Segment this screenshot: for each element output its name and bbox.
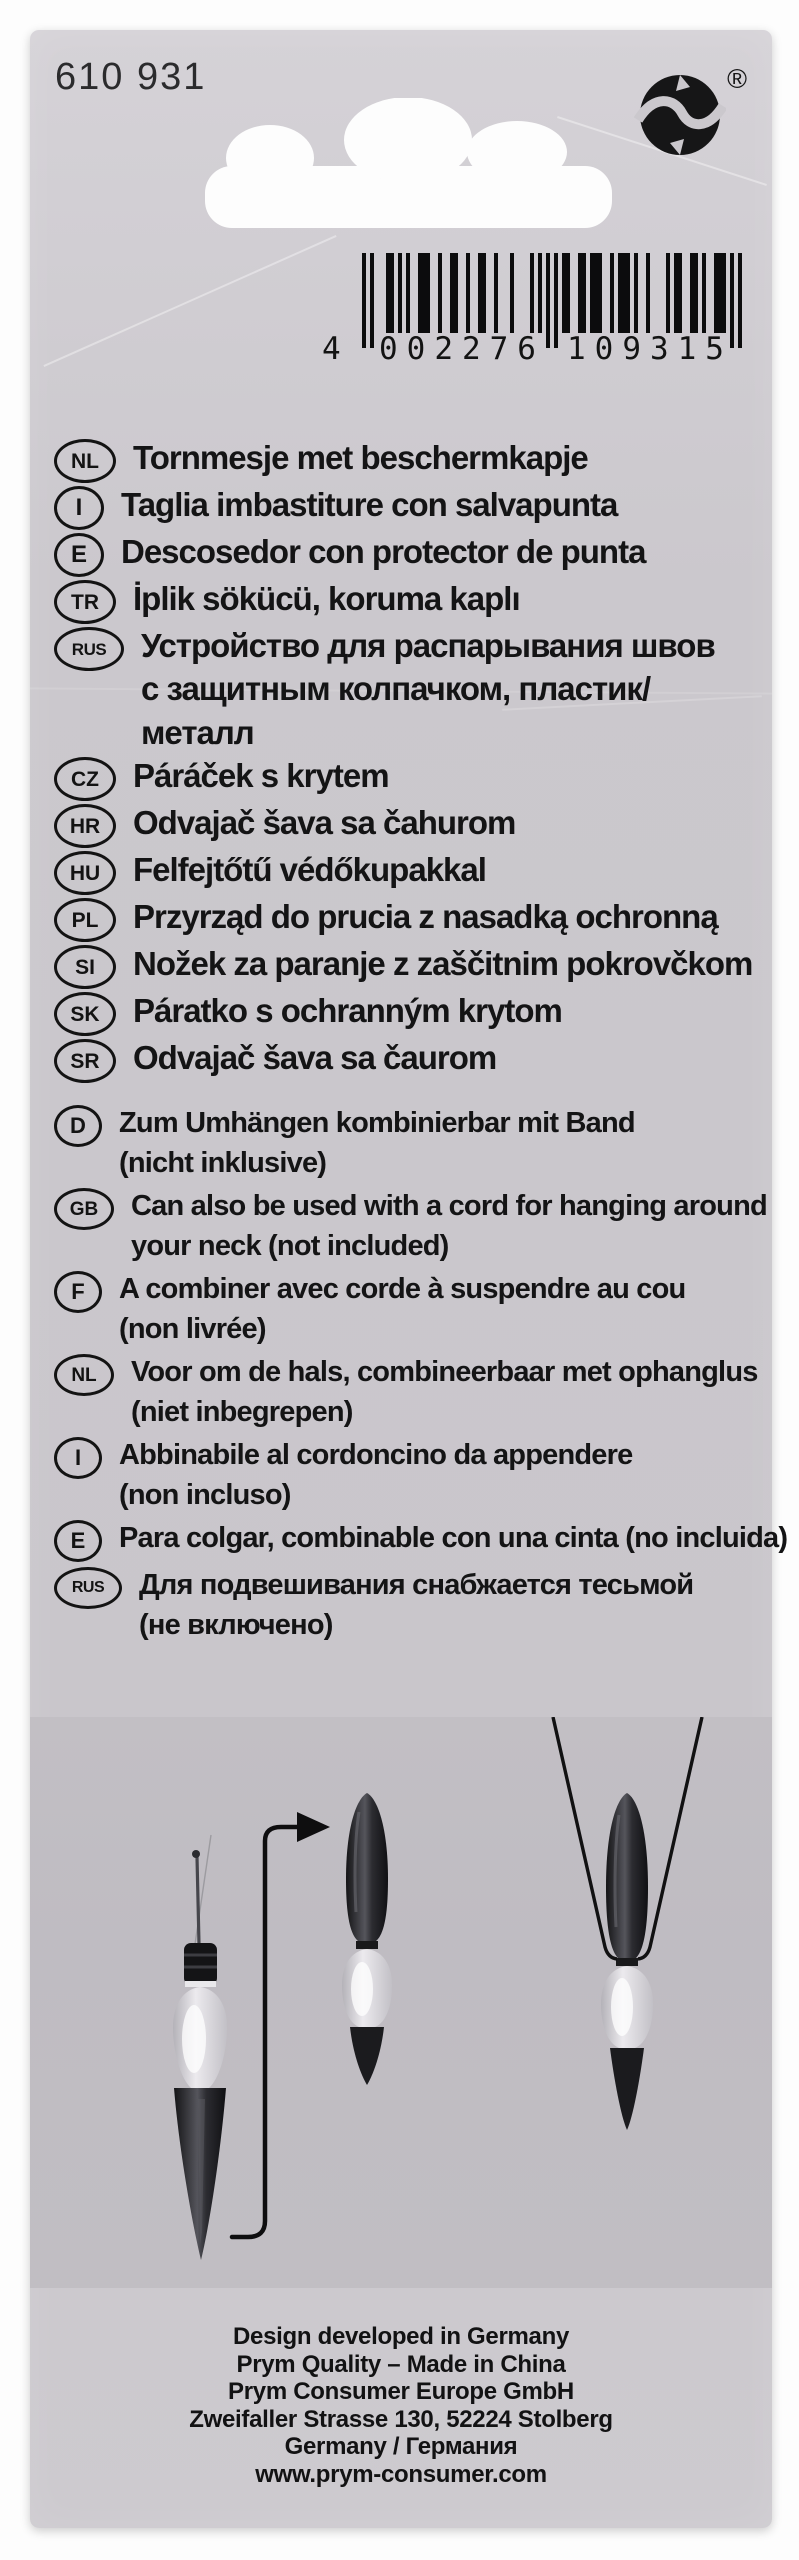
barcode-digit: 1 — [677, 331, 697, 367]
footer-line: www.prym-consumer.com — [255, 2460, 547, 2488]
list-item — [54, 848, 758, 895]
footer-line: Design developed in Germany — [233, 2323, 569, 2350]
lang-badge-e2: E — [54, 1520, 102, 1562]
article-number: 610 931 — [55, 56, 207, 98]
manufacturer-info — [30, 2323, 772, 2489]
note-text: Voor om de hals, combineerbaar met ophanglus — [131, 1356, 758, 1388]
lang-badge-rus: RUS — [54, 627, 124, 671]
list-item — [54, 895, 758, 942]
note-text: Abbinabile al cordoncino da appendere — [119, 1439, 633, 1471]
list-item — [54, 1352, 758, 1432]
list-item — [54, 436, 758, 483]
note-text: (non incluso) — [119, 1479, 291, 1511]
product-name: Páratko s ochranným krytom — [133, 992, 562, 1030]
green-dot-icon — [634, 68, 726, 160]
note-text: A combiner avec corde à suspendre au cou — [119, 1273, 686, 1305]
lang-badge-hr: HR — [54, 804, 116, 848]
cord-line — [553, 1717, 617, 1959]
instruction-illustration — [30, 1717, 772, 2288]
lang-badge-nl2: NL — [54, 1354, 114, 1396]
lang-badge-f: F — [54, 1271, 102, 1313]
cord-note-list — [54, 1103, 788, 1648]
product-name: Nožek za paranje z zaščitnim pokrovčkom — [133, 945, 753, 983]
product-name: Устройство для распарывания швов — [141, 627, 715, 664]
product-name: металл — [141, 713, 254, 751]
lang-badge-si: SI — [54, 945, 116, 989]
barcode-digits-right — [567, 331, 724, 365]
list-item — [54, 530, 758, 577]
barcode-digit-prefix: 4 — [322, 331, 341, 367]
list-item — [54, 1186, 767, 1266]
lang-badge-sk: SK — [54, 992, 116, 1036]
footer-line: Zweifaller Strasse 130, 52224 Stolberg — [189, 2405, 613, 2433]
product-name: İplik sökücü, koruma kaplı — [133, 580, 520, 617]
note-text: (не включено) — [139, 1609, 333, 1641]
list-item — [54, 1103, 758, 1183]
list-item — [54, 754, 758, 801]
product-name: Tornmesje met beschermkapje — [133, 439, 588, 476]
registered-trademark: ® — [727, 64, 747, 94]
ripper-capped — [342, 1793, 392, 2085]
note-text: Zum Umhängen kombinierbar mit Band — [119, 1107, 635, 1139]
hang-hole — [205, 98, 615, 230]
product-name: Odvajač šava sa čaurom — [133, 1039, 497, 1077]
packaging-card-back — [30, 30, 788, 2528]
lang-badge-i2: I — [54, 1437, 102, 1479]
note-text: Para colgar, combinable con una cinta (no incluida) — [119, 1522, 788, 1554]
lang-badge-i: I — [54, 486, 104, 530]
note-text: Для подвешивания снабжается тесьмой — [139, 1569, 694, 1601]
barcode-digit: 3 — [649, 331, 669, 367]
lang-badge-cz: CZ — [54, 757, 116, 801]
footer-line: Prym Consumer Europe GmbH — [228, 2378, 574, 2406]
barcode-digit: 0 — [406, 331, 426, 367]
list-item — [54, 483, 758, 530]
barcode-digits-left — [379, 331, 536, 365]
list-item — [54, 624, 758, 754]
footer-line: Prym Quality – Made in China — [236, 2350, 566, 2378]
list-item — [54, 989, 758, 1036]
product-name-list — [54, 436, 758, 1083]
lang-badge-sr: SR — [54, 1039, 116, 1083]
barcode-digit: 5 — [705, 331, 724, 367]
footer-line: Germany / Германия — [284, 2433, 518, 2461]
barcode-digit: 6 — [517, 331, 536, 367]
ripper-on-cord — [553, 1717, 702, 2130]
barcode-digit: 7 — [489, 331, 509, 367]
list-item — [54, 942, 758, 989]
product-name: Przyrząd do prucia z nasadką ochronną — [133, 898, 718, 936]
product-name: с защитным колпачком, пластик/ — [141, 670, 651, 708]
list-item — [54, 801, 758, 848]
cord-line — [638, 1717, 702, 1959]
barcode-digit: 0 — [594, 331, 614, 367]
list-item — [54, 1036, 758, 1083]
lang-badge-rus2: RUS — [54, 1567, 122, 1609]
lang-badge-e: E — [54, 533, 104, 577]
note-text: (non livrée) — [119, 1313, 266, 1345]
lang-badge-gb: GB — [54, 1188, 114, 1230]
ripper-uncapped — [173, 1835, 227, 2260]
arrow-icon — [232, 1812, 330, 2237]
green-dot-recycling — [634, 64, 747, 160]
seam-ripper-diagram — [30, 1717, 772, 2288]
product-name: Odvajač šava sa čahurom — [133, 804, 516, 842]
barcode-digit: 9 — [622, 331, 641, 367]
lang-badge-tr: TR — [54, 580, 116, 624]
list-item — [54, 1518, 788, 1562]
barcode-digit: 1 — [567, 331, 586, 367]
lang-badge-nl: NL — [54, 439, 116, 483]
list-item — [54, 1565, 758, 1645]
barcode-digit: 2 — [434, 331, 453, 367]
note-text: your neck (not included) — [131, 1230, 449, 1262]
note-text: (niet inbegrepen) — [131, 1396, 353, 1428]
list-item — [54, 1269, 758, 1349]
ean-barcode — [30, 245, 772, 385]
lang-badge-hu: HU — [54, 851, 116, 895]
barcode-digit: 0 — [379, 331, 398, 367]
note-text: Can also be used with a cord for hanging around — [131, 1190, 767, 1222]
product-name: Felfejtőtű védőkupakkal — [133, 851, 486, 889]
barcode-digit: 2 — [461, 331, 481, 367]
list-item — [54, 577, 758, 624]
lang-badge-pl: PL — [54, 898, 116, 942]
list-item — [54, 1435, 758, 1515]
product-name: Descosedor con protector de punta — [121, 533, 646, 570]
note-text: (nicht inklusive) — [119, 1147, 327, 1179]
product-name: Páráček s krytem — [133, 757, 389, 795]
lang-badge-d: D — [54, 1105, 102, 1147]
product-name: Taglia imbastiture con salvapunta — [121, 486, 618, 523]
